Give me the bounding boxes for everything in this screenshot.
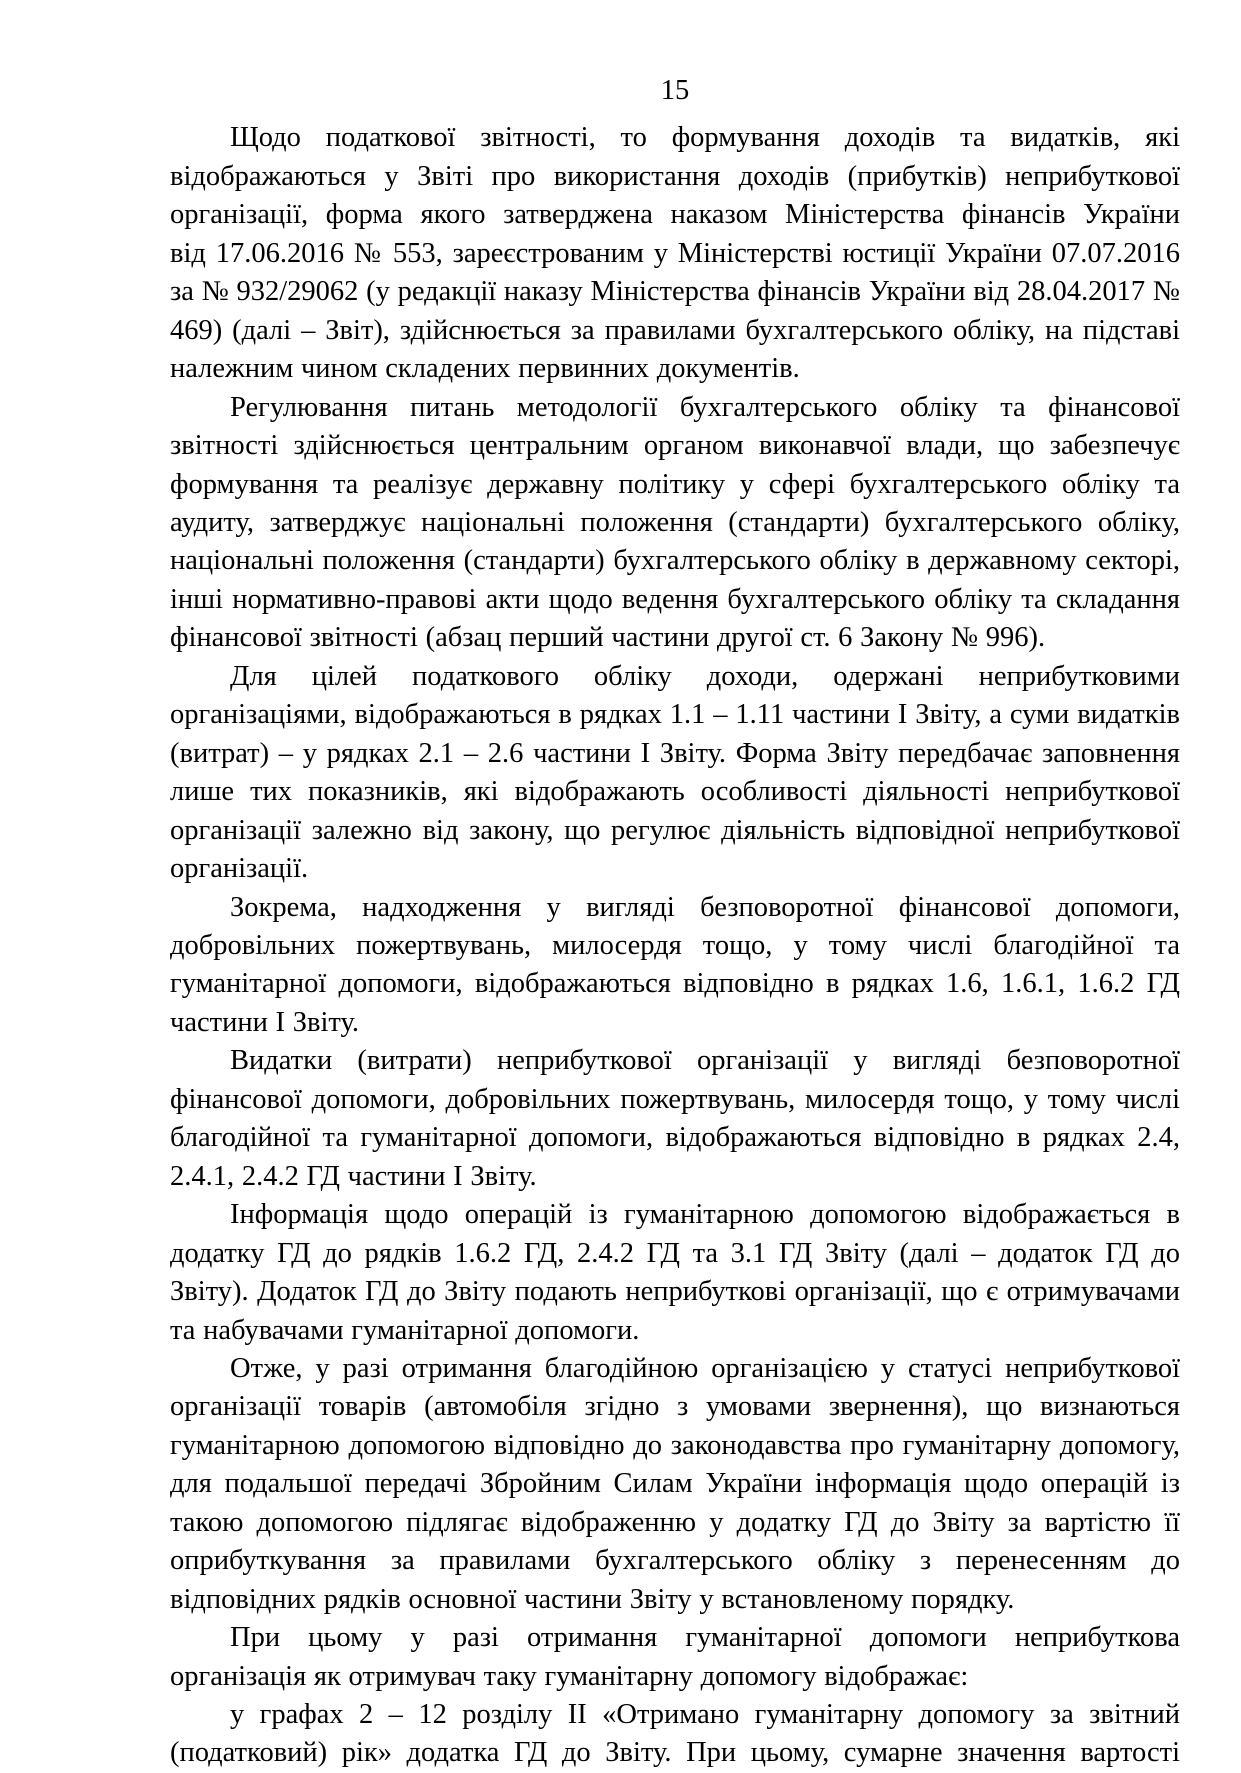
paragraph-tax-reporting: Щодо податкової звітності, то формування доходів та видатків, які відображаються у Звіті про використання доходів (прибутків) неприбуткової організації, форма якого затверджена наказом Міністерства фінансів України від 17.06.2016 № 553, зареєстрованим у Міністерстві юстиції України 07.07.2016 за № 932/29062 (у редакції наказу Міністерства фінансів України від 28.04.2017 № 469) (далі – Звіт), здійснюється за правилами бухгалтерського обліку, на підставі належним чином складених первинних документів. [170,122,1180,385]
paragraph-charity-vehicle: Отже, у разі отримання благодійною організацією у статусі неприбуткової організації товарів (автомобіля згідно з умовами звернення), що визнаються гуманітарною допомогою відповідно до законодавства про гуманітарну допомогу, для подальшої передачі Збройним Силам України інформація щодо операцій із такою допомогою підлягає відображенню у додатку ГД до Звіту за вартістю її оприбуткування за правилами бухгалтерського обліку з перенесенням до відповідних рядків основної частини Звіту у встановленому порядку. [170,1352,1180,1615]
paragraph-gd-annex: Інформація щодо операцій із гуманітарною допомогою відображається в додатку ГД до рядків 1.6.2 ГД, 2.4.2 ГД та 3.1 ГД Звіту (далі – додаток ГД до Звіту). Додаток ГД до Звіту подають неприбуткові організації, що є отримувачами та набувачами гуманітарної допомоги. [170,1199,1180,1346]
paragraph-expense-rows: Видатки (витрати) неприбуткової організації у вигляді безповоротної фінансової допомоги, добровільних пожертвувань, милосердя тощо, у тому числі благодійної та гуманітарної допомоги, відображаються відповідно в рядках 2.4, 2.4.1, 2.4.2 ГД частини І Звіту. [170,1045,1180,1192]
paragraph-tax-accounting-rows: Для цілей податкового обліку доходи, одержані неприбутковими організаціями, відображаються в рядках 1.1 – 1.11 частини І Звіту, а суми видатків (витрат) – у рядках 2.1 – 2.6 частини І Звіту. Форма Звіту передбачає заповнення лише тих показників, які відображають особливості діяльності неприбуткової організації залежно від закону, що регулює діяльність відповідної неприбуткової організації. [170,660,1180,885]
page-number: 15 [660,75,690,106]
paragraph-columns-2-12: у графах 2 – 12 розділу ІІ «Отримано гуманітарну допомогу за звітний (податковий) рік» додатка ГД до Звіту. При цьому, сумарне значення вартості [170,1699,1180,1769]
paragraph-income-rows: Зокрема, надходження у вигляді безповоротної фінансової допомоги, добровільних пожертвувань, милосердя тощо, у тому числі благодійної та гуманітарної допомоги, відображаються відповідно в рядках 1.6, 1.6.1, 1.6.2 ГД частини І Звіту. [170,891,1180,1038]
paragraph-accounting-regulation: Регулювання питань методології бухгалтерського обліку та фінансової звітності здійснюється центральним органом виконавчої влади, що забезпечує формування та реалізує державну політику у сфері бухгалтерського обліку та аудиту, затверджує національні положення (стандарти) бухгалтерського обліку, національні положення (стандарти) бухгалтерського обліку в державному секторі, інші нормативно-правові акти щодо ведення бухгалтерського обліку та складання фінансової звітності (абзац перший частини другої ст. 6 Закону № 996). [170,391,1180,654]
paragraph-recipient-reflects: При цьому у разі отримання гуманітарної допомоги неприбуткова організація як отримувач таку гуманітарну допомогу відображає: [170,1622,1180,1692]
